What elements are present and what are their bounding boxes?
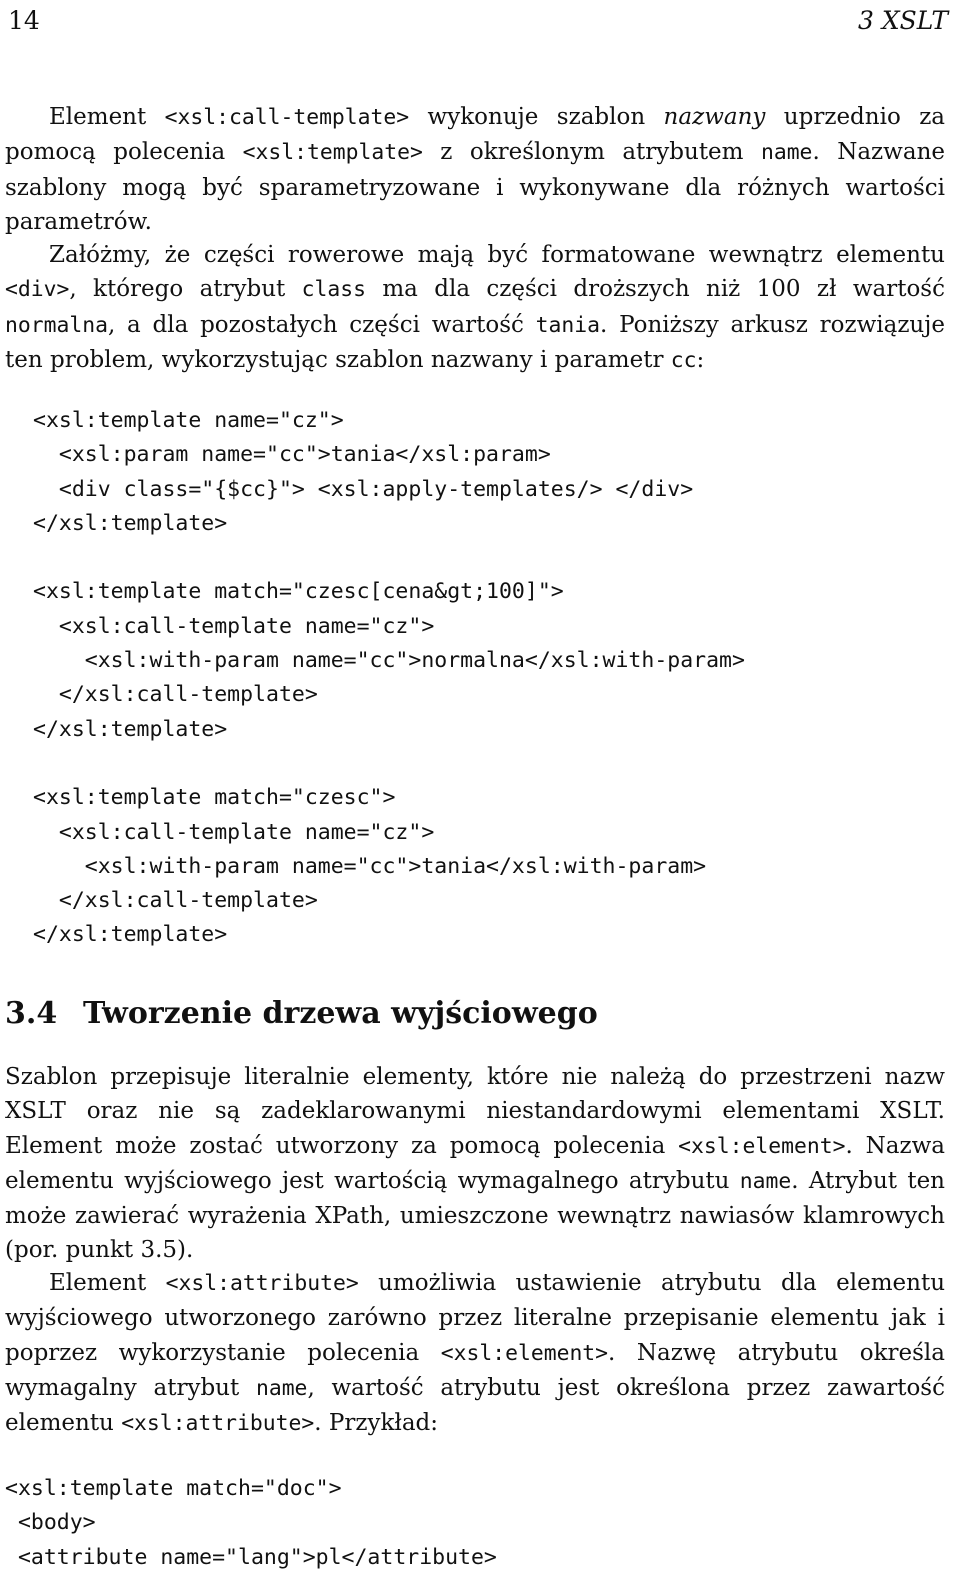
code-line: <attribute name="lang">pl</attribute> [5, 1544, 497, 1570]
text-span: Szablon przepisuje literalnie elementy, które nie należą do przestrzeni nazw XSLT oraz nie są zadeklarowanymi niestandardowymi elementami XSLT. Element może zostać utworzony za pomocą polecenia [5, 1064, 945, 1159]
text-span: umożliwia ustawienie atrybutu dla elementu wyjściowego utworzonego zarówno przez literalne przepisanie elementu jak i poprzez wykorzystanie polecenia [5, 1270, 946, 1366]
text-span: , wartość atrybutu jest określona przez zawartość elementu [5, 1374, 945, 1437]
code-line: </xsl:template> [33, 510, 228, 536]
text-span: . Nazwę atrybutu określa wymagalny atrybut [5, 1339, 945, 1401]
code-line [33, 541, 745, 575]
code-line: </xsl:call-template> [33, 682, 318, 708]
text-span: Element [49, 104, 165, 130]
section-title: Tworzenie drzewa wyjściowego [83, 996, 598, 1031]
text-span: Element [49, 1270, 166, 1296]
inline-code: name [760, 140, 813, 166]
paragraph-example-intro [5, 238, 945, 378]
text-span: z określonym atrybutem [422, 139, 761, 166]
code-line: <xsl:with-param name="cc">tania</xsl:with-param> [33, 853, 707, 879]
code-line: <xsl:with-param name="cc">normalna</xsl:with-param> [33, 648, 745, 674]
running-chapter-title: 3 XSLT [857, 6, 948, 35]
text-span: wykonuje szablon [409, 104, 664, 130]
text-span: . Poniższy arkusz rozwiązuje ten problem, wykorzystując szablon nazwany i parametr [5, 311, 945, 373]
text-span: , którego atrybut [69, 276, 302, 303]
code-line: <xsl:call-template name="cz"> [33, 819, 435, 845]
emphasis: nazwany [663, 104, 766, 130]
text-span: Załóżmy, że części rowerowe mają być formatowane wewnątrz elementu [49, 242, 945, 268]
paragraph-output-tree [5, 1060, 945, 1268]
page-number: 14 [8, 6, 40, 35]
text-span: . Nazwa elementu wyjściowego jest wartością wymagalnego atrybutu [5, 1132, 945, 1194]
section-number: 3.4 [5, 996, 58, 1031]
code-line: </xsl:call-template> [33, 888, 318, 914]
paragraph-attribute [5, 1266, 945, 1441]
text-span: . Przykład: [314, 1410, 439, 1437]
code-line: </xsl:template> [33, 716, 228, 742]
code-line: <xsl:template match="doc"> [5, 1476, 342, 1501]
code-line: </xsl:template> [33, 922, 228, 948]
inline-code: <xsl:template> [242, 140, 423, 166]
text-span: . Nazwane szablony mogą być sparametryzowane i wykonywane dla różnych wartości parametrów. [5, 139, 945, 235]
text-span: uprzednio za pomocą polecenia [5, 104, 946, 166]
text-span: ma dla części droższych niż 100 zł wartość [366, 276, 945, 303]
inline-code: <xsl:element> [440, 1340, 609, 1366]
code-listing-named-template [33, 404, 745, 953]
code-line: <xsl:template match="czesc[cena&gt;100]"> [33, 579, 564, 605]
text-span: , a dla pozostałych części wartość [107, 311, 536, 338]
page-header [8, 6, 948, 36]
inline-code: tania [535, 312, 601, 338]
inline-code: <xsl:element> [678, 1133, 846, 1159]
inline-code: <xsl:attribute> [121, 1411, 315, 1437]
text-span: . Atrybut ten może zawierać wyrażenia XPath, umieszczone wewnątrz nawiasów klamrowych (por. punkt 3.5). [5, 1167, 945, 1264]
code-line: <body> [5, 1510, 96, 1536]
inline-code: name [739, 1168, 792, 1194]
text-span: : [696, 346, 705, 373]
inline-code: name [255, 1375, 308, 1401]
code-line: <xsl:param name="cc">tania</xsl:param> [33, 442, 551, 468]
code-listing-attribute-example [5, 1472, 497, 1575]
inline-code: normalna [5, 312, 108, 338]
inline-code: <xsl:attribute> [165, 1271, 359, 1296]
code-line: <div class="{$cc}"> <xsl:apply-templates/> </div> [33, 476, 694, 502]
inline-code: <div> [5, 277, 70, 303]
inline-code: cc [670, 347, 697, 373]
code-line [33, 747, 745, 781]
code-line: <xsl:call-template name="cz"> [33, 613, 435, 639]
inline-code: <xsl:call-template> [164, 105, 410, 130]
inline-code: class [301, 277, 367, 303]
code-line: <xsl:template name="cz"> [33, 408, 344, 433]
paragraph-call-template [5, 100, 945, 239]
code-line: <xsl:template match="czesc"> [33, 785, 396, 811]
section-heading [5, 996, 598, 1031]
